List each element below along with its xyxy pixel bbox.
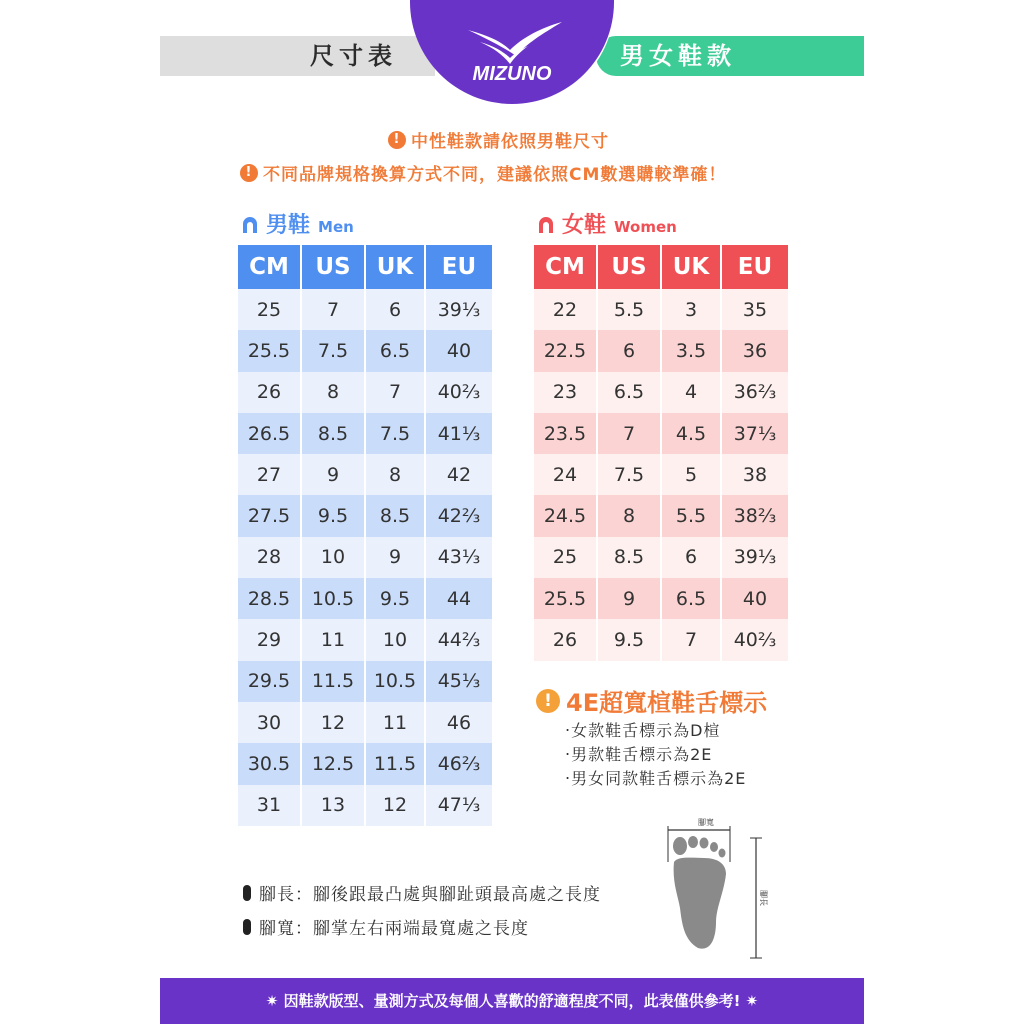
notice-unisex-text: 中性鞋款請依照男鞋尺寸 bbox=[411, 132, 609, 152]
notice-brand-text: 不同品牌規格換算方式不同，建議依照CM數選購較準確！ bbox=[263, 165, 727, 185]
table-cell: 13 bbox=[302, 785, 366, 826]
table-cell: 25.5 bbox=[534, 578, 598, 619]
table-cell: 23 bbox=[534, 372, 598, 413]
table-row bbox=[534, 578, 788, 619]
brand-name: MIZUNO bbox=[472, 63, 552, 85]
table-cell: 39⅓ bbox=[722, 537, 788, 578]
table-cell: 39⅓ bbox=[426, 289, 492, 330]
table-cell: 25 bbox=[238, 289, 302, 330]
table-cell: 3 bbox=[662, 289, 722, 330]
table-cell: 6 bbox=[366, 289, 426, 330]
warning-icon: ! bbox=[240, 164, 258, 182]
women-header-cell: CM bbox=[534, 245, 598, 289]
table-cell: 43⅓ bbox=[426, 537, 492, 578]
women-header-cell: EU bbox=[722, 245, 788, 289]
definition-foot-width bbox=[243, 914, 529, 939]
table-cell: 22.5 bbox=[534, 330, 598, 371]
men-header-cell: UK bbox=[366, 245, 426, 289]
table-cell: 4.5 bbox=[662, 413, 722, 454]
table-row bbox=[238, 372, 492, 413]
table-row bbox=[238, 413, 492, 454]
table-cell: 42 bbox=[426, 454, 492, 495]
table-row bbox=[534, 372, 788, 413]
table-cell: 7 bbox=[662, 619, 722, 660]
table-cell: 10 bbox=[366, 619, 426, 660]
table-cell: 38 bbox=[722, 454, 788, 495]
table-cell: 9.5 bbox=[598, 619, 662, 660]
table-cell: 40⅔ bbox=[426, 372, 492, 413]
table-row bbox=[534, 413, 788, 454]
wide-note-item: ‧男女同款鞋舌標示為2E bbox=[565, 769, 747, 788]
table-cell: 47⅓ bbox=[426, 785, 492, 826]
table-row bbox=[534, 537, 788, 578]
table-cell: 46⅔ bbox=[426, 743, 492, 784]
table-row bbox=[238, 785, 492, 826]
table-cell: 12 bbox=[302, 702, 366, 743]
men-table-header bbox=[238, 245, 492, 289]
table-cell: 44 bbox=[426, 578, 492, 619]
table-cell: 29.5 bbox=[238, 661, 302, 702]
table-cell: 10.5 bbox=[366, 661, 426, 702]
table-cell: 7 bbox=[598, 413, 662, 454]
notice-unisex bbox=[388, 127, 609, 152]
definition-foot-length-text: 腳長：腳後跟最凸處與腳趾頭最高處之長度 bbox=[259, 885, 601, 905]
table-cell: 7 bbox=[366, 372, 426, 413]
table-cell: 9 bbox=[302, 454, 366, 495]
table-cell: 12 bbox=[366, 785, 426, 826]
brand-logo-badge bbox=[410, 0, 614, 104]
women-title: 女鞋 bbox=[562, 213, 607, 238]
table-cell: 4 bbox=[662, 372, 722, 413]
table-cell: 6 bbox=[662, 537, 722, 578]
table-cell: 22 bbox=[534, 289, 598, 330]
table-cell: 9 bbox=[598, 578, 662, 619]
table-row bbox=[238, 702, 492, 743]
table-cell: 11.5 bbox=[366, 743, 426, 784]
table-cell: 8.5 bbox=[302, 413, 366, 454]
footprint-icon bbox=[664, 812, 774, 962]
table-cell: 41⅓ bbox=[426, 413, 492, 454]
table-cell: 45⅓ bbox=[426, 661, 492, 702]
table-row bbox=[238, 495, 492, 536]
header-right-title: 男女鞋款 bbox=[620, 42, 736, 70]
men-header-cell: US bbox=[302, 245, 366, 289]
table-cell: 31 bbox=[238, 785, 302, 826]
wide-note-title-text: 4E超寬楦鞋舌標示 bbox=[566, 689, 768, 717]
bullet-pill-icon bbox=[243, 885, 251, 901]
table-cell: 27.5 bbox=[238, 495, 302, 536]
women-size-table bbox=[534, 245, 788, 661]
table-cell: 6.5 bbox=[662, 578, 722, 619]
table-cell: 10 bbox=[302, 537, 366, 578]
table-cell: 46 bbox=[426, 702, 492, 743]
wide-note-title bbox=[536, 683, 767, 718]
table-cell: 7.5 bbox=[302, 330, 366, 371]
men-title-en: Men bbox=[318, 218, 354, 236]
women-title-en: Women bbox=[614, 218, 677, 236]
table-cell: 6 bbox=[598, 330, 662, 371]
table-row bbox=[534, 495, 788, 536]
mizuno-runbird-icon bbox=[410, 0, 614, 104]
table-cell: 9.5 bbox=[366, 578, 426, 619]
table-cell: 7.5 bbox=[366, 413, 426, 454]
table-cell: 29 bbox=[238, 619, 302, 660]
table-cell: 37⅓ bbox=[722, 413, 788, 454]
table-row bbox=[238, 578, 492, 619]
table-cell: 25.5 bbox=[238, 330, 302, 371]
table-cell: 40⅔ bbox=[722, 619, 788, 660]
table-cell: 42⅔ bbox=[426, 495, 492, 536]
table-cell: 10.5 bbox=[302, 578, 366, 619]
table-cell: 8 bbox=[302, 372, 366, 413]
men-header-cell: CM bbox=[238, 245, 302, 289]
table-cell: 25 bbox=[534, 537, 598, 578]
table-cell: 6.5 bbox=[598, 372, 662, 413]
footer-text: ✷ 因鞋款版型、量測方式及每個人喜歡的舒適程度不同，此表僅供參考! ✷ bbox=[265, 992, 759, 1010]
men-section-title bbox=[240, 208, 354, 239]
foot-arch-icon bbox=[240, 214, 260, 234]
warning-icon: ! bbox=[388, 131, 406, 149]
table-row bbox=[238, 289, 492, 330]
table-cell: 36⅔ bbox=[722, 372, 788, 413]
table-cell: 9.5 bbox=[302, 495, 366, 536]
table-cell: 27 bbox=[238, 454, 302, 495]
table-cell: 26.5 bbox=[238, 413, 302, 454]
wide-note-item: ‧男款鞋舌標示為2E bbox=[565, 745, 713, 764]
table-cell: 11 bbox=[366, 702, 426, 743]
definition-foot-length bbox=[243, 880, 601, 905]
table-row bbox=[238, 330, 492, 371]
table-row bbox=[238, 454, 492, 495]
table-cell: 26 bbox=[534, 619, 598, 660]
table-row bbox=[534, 289, 788, 330]
table-cell: 7.5 bbox=[598, 454, 662, 495]
table-cell: 5 bbox=[662, 454, 722, 495]
men-title: 男鞋 bbox=[266, 213, 311, 238]
table-cell: 7 bbox=[302, 289, 366, 330]
table-row bbox=[238, 619, 492, 660]
table-cell: 26 bbox=[238, 372, 302, 413]
table-row bbox=[238, 661, 492, 702]
table-cell: 40 bbox=[722, 578, 788, 619]
table-row bbox=[238, 537, 492, 578]
warning-icon: ! bbox=[536, 689, 560, 713]
table-cell: 8 bbox=[366, 454, 426, 495]
women-header-cell: UK bbox=[662, 245, 722, 289]
table-cell: 30 bbox=[238, 702, 302, 743]
table-cell: 40 bbox=[426, 330, 492, 371]
table-cell: 9 bbox=[366, 537, 426, 578]
foot-arch-icon bbox=[536, 214, 556, 234]
table-row bbox=[534, 619, 788, 660]
table-cell: 38⅔ bbox=[722, 495, 788, 536]
table-cell: 5.5 bbox=[598, 289, 662, 330]
table-cell: 23.5 bbox=[534, 413, 598, 454]
table-cell: 30.5 bbox=[238, 743, 302, 784]
table-cell: 35 bbox=[722, 289, 788, 330]
definition-foot-width-text: 腳寬：腳掌左右兩端最寬處之長度 bbox=[259, 919, 529, 939]
women-table-header bbox=[534, 245, 788, 289]
table-cell: 44⅔ bbox=[426, 619, 492, 660]
women-section-title bbox=[536, 208, 677, 239]
foot-length-label: 腳長 bbox=[759, 890, 768, 906]
foot-width-label: 腳寬 bbox=[698, 818, 714, 827]
men-size-table bbox=[238, 245, 492, 826]
table-cell: 12.5 bbox=[302, 743, 366, 784]
table-cell: 11 bbox=[302, 619, 366, 660]
women-header-cell: US bbox=[598, 245, 662, 289]
foot-measure-diagram bbox=[664, 812, 774, 962]
table-cell: 8.5 bbox=[366, 495, 426, 536]
table-cell: 28.5 bbox=[238, 578, 302, 619]
table-cell: 5.5 bbox=[662, 495, 722, 536]
table-row bbox=[238, 743, 492, 784]
table-cell: 3.5 bbox=[662, 330, 722, 371]
table-cell: 8.5 bbox=[598, 537, 662, 578]
table-cell: 36 bbox=[722, 330, 788, 371]
wide-note-item: ‧女款鞋舌標示為D楦 bbox=[565, 721, 721, 740]
bullet-pill-icon bbox=[243, 919, 251, 935]
header-left-title: 尺寸表 bbox=[310, 42, 397, 70]
table-cell: 24 bbox=[534, 454, 598, 495]
table-cell: 8 bbox=[598, 495, 662, 536]
table-row bbox=[534, 454, 788, 495]
men-header-cell: EU bbox=[426, 245, 492, 289]
table-cell: 28 bbox=[238, 537, 302, 578]
notice-brand bbox=[240, 160, 726, 185]
table-cell: 11.5 bbox=[302, 661, 366, 702]
table-cell: 24.5 bbox=[534, 495, 598, 536]
table-cell: 6.5 bbox=[366, 330, 426, 371]
table-row bbox=[534, 330, 788, 371]
